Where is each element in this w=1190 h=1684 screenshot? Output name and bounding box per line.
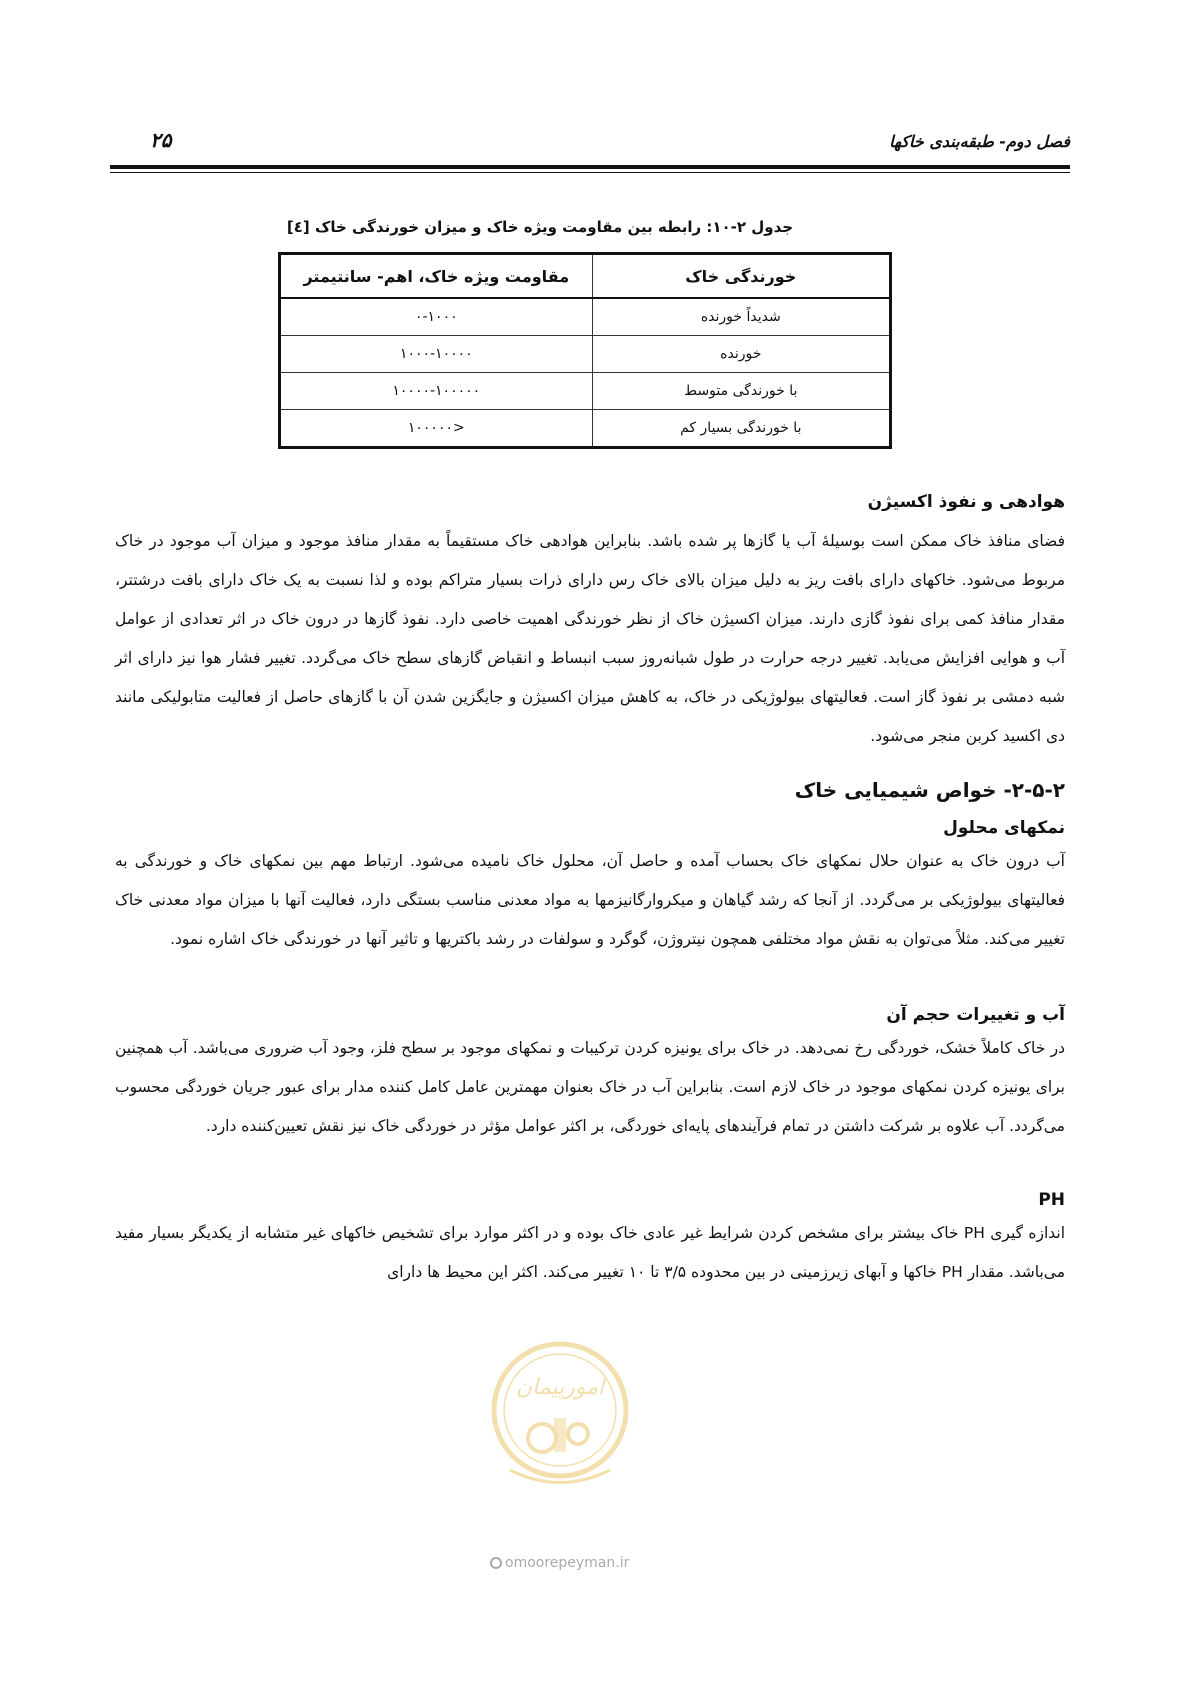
cell-corrosivity: خورنده bbox=[592, 336, 890, 373]
table-header-row bbox=[280, 254, 891, 299]
header-resistivity: مقاومت ویژه خاک، اهم- سانتیمتر bbox=[280, 254, 593, 299]
watermark-logo-text: امورپیمان bbox=[515, 1375, 605, 1400]
header-rule-thin bbox=[110, 172, 1070, 173]
heading-water: آب و تغییرات حجم آن bbox=[886, 1005, 1065, 1025]
cell-resistivity: ۱۰۰۰۰-۱۰۰۰۰۰ bbox=[280, 373, 593, 410]
body-content bbox=[115, 492, 1065, 1292]
watermark-url-text: omoorepeyman.ir bbox=[505, 1555, 630, 1571]
resistivity-table bbox=[278, 252, 892, 449]
page-header bbox=[110, 126, 1070, 166]
cell-corrosivity: با خورندگی بسیار کم bbox=[592, 410, 890, 448]
chapter-title: فصل دوم- طبقه‌بندی خاکها bbox=[889, 132, 1070, 151]
watermark-logo-icon bbox=[480, 1330, 640, 1510]
page-number: ۲۵ bbox=[150, 128, 172, 152]
cell-resistivity: ۰-۱۰۰۰ bbox=[280, 298, 593, 336]
table-caption: جدول ۲-۱۰: رابطه بین مقاومت ویژه خاک و میزان خورندگی خاک [٤] bbox=[286, 218, 794, 236]
table-row bbox=[280, 410, 891, 448]
paragraph-water: در خاک کاملاً خشک، خوردگی رخ نمی‌دهد. در خاک برای یونیزه کردن ترکیبات و نمکهای موجود بر سطح فلز، وجود آب ضروری می‌باشد. آب همچنین برای یونیزه کردن نمکهای موجود در خاک لازم است. بنابراین آب در خاک بعنوان مهمترین عامل کامل کننده مدار برای عبور جریان خوردگی محسوب می‌گردد. آب علاوه بر شرکت داشتن در تمام فرآیندهای پایه‌ای خوردگی، بر اکثر عوامل مؤثر در خوردگی خاک نیز نقش تعیین‌کننده دارد. bbox=[115, 1039, 1065, 1135]
header-corrosivity: خورندگی خاک bbox=[592, 254, 890, 299]
header-rule bbox=[110, 165, 1070, 169]
table-row bbox=[280, 298, 891, 336]
heading-ph: PH bbox=[1038, 1190, 1065, 1210]
paragraph-ph: اندازه گیری PH خاک بیشتر برای مشخص کردن شرایط غیر عادی خاک بوده و در اکثر موارد برای تشخیص خاکهای غیر متشابه از یکدیگر بسیار مفید می‌باشد. مقدار PH خاکها و آبهای زیرزمینی در بین محدوده ۳/۵ تا ۱۰ تغییر می‌کند. اکثر این محیط ها دارای bbox=[115, 1224, 1066, 1281]
heading-aeration: هوادهی و نفوذ اکسیژن bbox=[867, 492, 1065, 512]
table-row bbox=[280, 336, 891, 373]
watermark-at-icon bbox=[490, 1557, 502, 1569]
paragraph-soluble-salts: آب درون خاک به عنوان حلال نمکهای خاک بحساب آمده و حاصل آن، محلول خاک نامیده می‌شود. ارتباط مهم بین نمکهای خاک و خورندگی به فعالیتهای بیولوژیکی بر می‌گردد. از آنجا که رشد گیاهان و میکروارگانیزمها به مواد معدنی مناسب بستگی دارد، فعالیت آنها با میزان مواد معدنی خاک تغییر می‌کند. مثلاً می‌توان به نقش مواد مختلفی همچون نیتروژن، گوگرد و سولفات در رشد باکتریها و تاثیر آنها در خورندگی خاک اشاره نمود. bbox=[115, 852, 1065, 948]
table-row bbox=[280, 373, 891, 410]
cell-resistivity: <۱۰۰۰۰۰ bbox=[280, 410, 593, 448]
cell-corrosivity: با خورندگی متوسط bbox=[592, 373, 890, 410]
paragraph-aeration: فضای منافذ خاک ممکن است بوسیلهٔ آب یا گازها پر شده باشد. بنابراین هوادهی خاک مستقیماً به مقدار منافذ موجود و میزان آب موجود در خاک مربوط می‌شود. خاکهای دارای بافت ریز به دلیل میزان بالای خاک رس دارای ذرات بسیار متراکم بوده و لذا نسبت به یک خاک دارای بافت درشتتر، مقدار منافذ کمی برای نفوذ گازی دارند. میزان اکسیژن خاک از نظر خورندگی اهمیت خاصی دارد. نفوذ گازها در درون خاک در اثر تعدادی از عوامل آب و هوایی افزایش می‌یابد. تغییر درجه حرارت در طول شبانه‌روز سبب انبساط و انقباض گازهای سطح خاک می‌گردد. تغییر فشار هوا نیز دارای اثر شبه دمشی بر نفوذ گاز است. فعالیتهای بیولوژیکی در خاک، به کاهش میزان اکسیژن و جایگزین شدن آن با گازهای حاصل از فعالیت متابولیکی مانند دی اکسید کربن منجر می‌شود. bbox=[115, 532, 1065, 745]
heading-soluble-salts: نمکهای محلول bbox=[943, 818, 1065, 838]
watermark-url bbox=[490, 1555, 710, 1571]
cell-resistivity: ۱۰۰۰-۱۰۰۰۰ bbox=[280, 336, 593, 373]
heading-chemical-properties: ۲-۵-۲- خواص شیمیایی خاک bbox=[794, 778, 1065, 802]
cell-corrosivity: شدیداً خورنده bbox=[592, 298, 890, 336]
